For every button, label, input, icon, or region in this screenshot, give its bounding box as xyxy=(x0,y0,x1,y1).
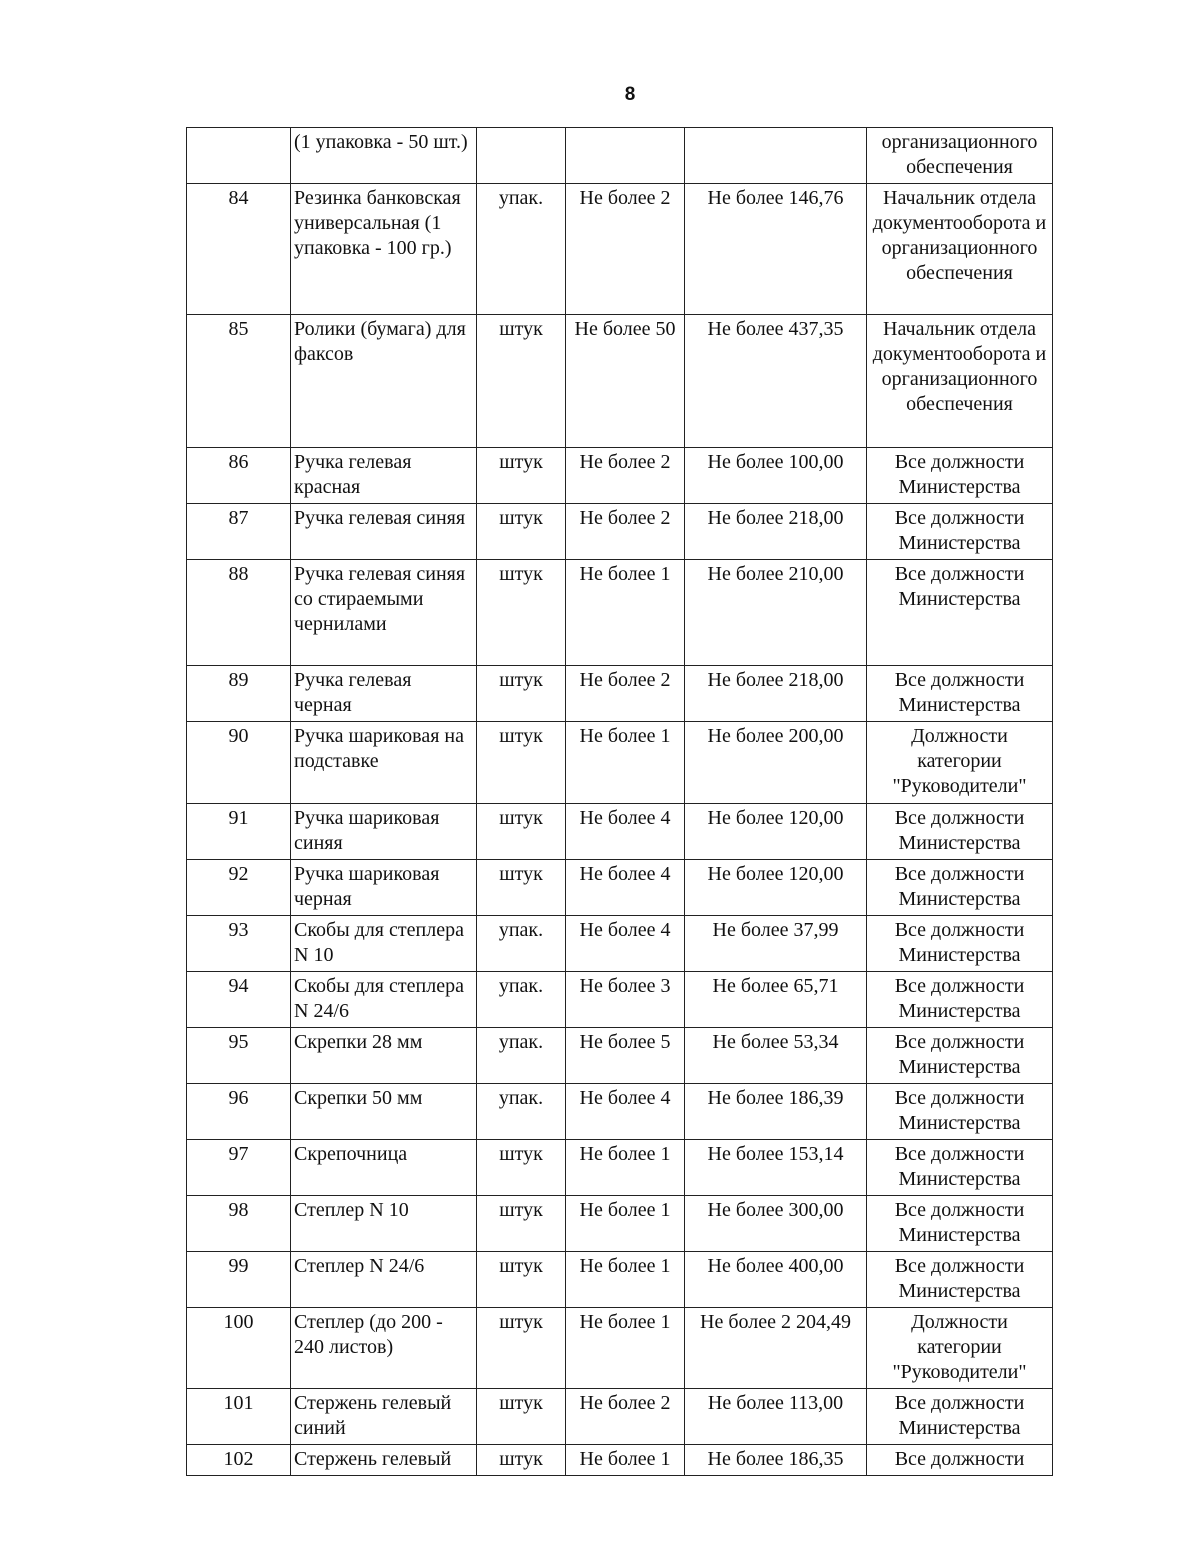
table-row xyxy=(187,184,1053,315)
table-row xyxy=(187,448,1053,504)
price: Не более 2 204,49 xyxy=(685,1308,867,1389)
position: Все должности Министерства xyxy=(867,804,1053,860)
table-row xyxy=(187,1028,1053,1084)
price: Не более 210,00 xyxy=(685,560,867,666)
table-row xyxy=(187,1196,1053,1252)
quantity: Не более 1 xyxy=(566,1308,685,1389)
position: Начальник отдела документооборота и организационного обеспечения xyxy=(867,184,1053,315)
position: Все должности Министерства xyxy=(867,1028,1053,1084)
table-row xyxy=(187,722,1053,804)
row-number: 95 xyxy=(187,1028,291,1084)
quantity: Не более 4 xyxy=(566,1084,685,1140)
item-name: Скобы для степлера N 24/6 xyxy=(291,972,477,1028)
quantity: Не более 2 xyxy=(566,448,685,504)
position: Все должности xyxy=(867,1445,1053,1476)
row-number xyxy=(187,128,291,184)
price: Не более 65,71 xyxy=(685,972,867,1028)
row-number: 100 xyxy=(187,1308,291,1389)
price: Не более 200,00 xyxy=(685,722,867,804)
price xyxy=(685,128,867,184)
unit: штук xyxy=(477,504,566,560)
table-row xyxy=(187,1252,1053,1308)
row-number: 84 xyxy=(187,184,291,315)
item-name: Скрепочница xyxy=(291,1140,477,1196)
row-number: 93 xyxy=(187,916,291,972)
quantity: Не более 4 xyxy=(566,804,685,860)
quantity: Не более 1 xyxy=(566,1445,685,1476)
table-row xyxy=(187,972,1053,1028)
position: Должности категории "Руководители" xyxy=(867,722,1053,804)
item-name: Ручка гелевая черная xyxy=(291,666,477,722)
quantity xyxy=(566,128,685,184)
row-number: 91 xyxy=(187,804,291,860)
item-name: Стержень гелевый xyxy=(291,1445,477,1476)
unit: штук xyxy=(477,1308,566,1389)
quantity: Не более 2 xyxy=(566,1389,685,1445)
table-row xyxy=(187,1140,1053,1196)
row-number: 90 xyxy=(187,722,291,804)
price: Не более 37,99 xyxy=(685,916,867,972)
position: Все должности Министерства xyxy=(867,860,1053,916)
item-name: Ручка шариковая черная xyxy=(291,860,477,916)
table-row xyxy=(187,504,1053,560)
position: Все должности Министерства xyxy=(867,1389,1053,1445)
quantity: Не более 2 xyxy=(566,666,685,722)
price: Не более 218,00 xyxy=(685,504,867,560)
table-row xyxy=(187,916,1053,972)
item-name: Ручка шариковая на подставке xyxy=(291,722,477,804)
unit: штук xyxy=(477,666,566,722)
price: Не более 218,00 xyxy=(685,666,867,722)
table-body xyxy=(187,128,1053,1476)
quantity: Не более 1 xyxy=(566,722,685,804)
row-number: 88 xyxy=(187,560,291,666)
item-name: Скрепки 28 мм xyxy=(291,1028,477,1084)
price: Не более 146,76 xyxy=(685,184,867,315)
position: Все должности Министерства xyxy=(867,1140,1053,1196)
page-number: 8 xyxy=(624,84,636,105)
position: Все должности Министерства xyxy=(867,972,1053,1028)
position: Все должности Министерства xyxy=(867,1084,1053,1140)
position: Все должности Министерства xyxy=(867,448,1053,504)
unit: штук xyxy=(477,1389,566,1445)
quantity: Не более 1 xyxy=(566,1252,685,1308)
quantity: Не более 2 xyxy=(566,504,685,560)
item-name: Ручка гелевая синяя со стираемыми чернилами xyxy=(291,560,477,666)
unit: штук xyxy=(477,560,566,666)
quantity: Не более 4 xyxy=(566,860,685,916)
unit: штук xyxy=(477,722,566,804)
position: организационного обеспечения xyxy=(867,128,1053,184)
table-row xyxy=(187,860,1053,916)
table-row xyxy=(187,804,1053,860)
table-row xyxy=(187,128,1053,184)
item-name: Степлер N 10 xyxy=(291,1196,477,1252)
row-number: 94 xyxy=(187,972,291,1028)
position: Все должности Министерства xyxy=(867,504,1053,560)
row-number: 97 xyxy=(187,1140,291,1196)
item-name: Степлер (до 200 - 240 листов) xyxy=(291,1308,477,1389)
price: Не более 120,00 xyxy=(685,860,867,916)
position: Начальник отдела документооборота и организационного обеспечения xyxy=(867,315,1053,448)
position: Все должности Министерства xyxy=(867,1196,1053,1252)
quantity: Не более 50 xyxy=(566,315,685,448)
unit xyxy=(477,128,566,184)
unit: упак. xyxy=(477,1084,566,1140)
item-name: Ручка шариковая синяя xyxy=(291,804,477,860)
price: Не более 437,35 xyxy=(685,315,867,448)
row-number: 98 xyxy=(187,1196,291,1252)
table-row xyxy=(187,1308,1053,1389)
quantity: Не более 3 xyxy=(566,972,685,1028)
item-name: Скобы для степлера N 10 xyxy=(291,916,477,972)
quantity: Не более 2 xyxy=(566,184,685,315)
unit: упак. xyxy=(477,184,566,315)
item-name: Резинка банковская универсальная (1 упаковка - 100 гр.) xyxy=(291,184,477,315)
position: Все должности Министерства xyxy=(867,1252,1053,1308)
table-row xyxy=(187,560,1053,666)
price: Не более 186,35 xyxy=(685,1445,867,1476)
row-number: 102 xyxy=(187,1445,291,1476)
unit: штук xyxy=(477,1140,566,1196)
item-name: Ручка гелевая красная xyxy=(291,448,477,504)
position: Должности категории "Руководители" xyxy=(867,1308,1053,1389)
position: Все должности Министерства xyxy=(867,916,1053,972)
row-number: 101 xyxy=(187,1389,291,1445)
price: Не более 400,00 xyxy=(685,1252,867,1308)
quantity: Не более 1 xyxy=(566,560,685,666)
unit: штук xyxy=(477,860,566,916)
unit: штук xyxy=(477,1252,566,1308)
price: Не более 300,00 xyxy=(685,1196,867,1252)
item-name: (1 упаковка - 50 шт.) xyxy=(291,128,477,184)
item-name: Стержень гелевый синий xyxy=(291,1389,477,1445)
row-number: 99 xyxy=(187,1252,291,1308)
table-row xyxy=(187,666,1053,722)
position: Все должности Министерства xyxy=(867,560,1053,666)
unit: упак. xyxy=(477,972,566,1028)
procurement-norms-table xyxy=(186,127,1053,1476)
unit: упак. xyxy=(477,916,566,972)
item-name: Ролики (бумага) для факсов xyxy=(291,315,477,448)
quantity: Не более 4 xyxy=(566,916,685,972)
quantity: Не более 5 xyxy=(566,1028,685,1084)
price: Не более 120,00 xyxy=(685,804,867,860)
unit: штук xyxy=(477,448,566,504)
unit: упак. xyxy=(477,1028,566,1084)
row-number: 92 xyxy=(187,860,291,916)
position: Все должности Министерства xyxy=(867,666,1053,722)
item-name: Степлер N 24/6 xyxy=(291,1252,477,1308)
quantity: Не более 1 xyxy=(566,1196,685,1252)
table-row xyxy=(187,1445,1053,1476)
row-number: 96 xyxy=(187,1084,291,1140)
table-row xyxy=(187,1084,1053,1140)
unit: штук xyxy=(477,315,566,448)
price: Не более 53,34 xyxy=(685,1028,867,1084)
item-name: Ручка гелевая синяя xyxy=(291,504,477,560)
price: Не более 153,14 xyxy=(685,1140,867,1196)
row-number: 85 xyxy=(187,315,291,448)
price: Не более 100,00 xyxy=(685,448,867,504)
price: Не более 113,00 xyxy=(685,1389,867,1445)
unit: штук xyxy=(477,804,566,860)
unit: штук xyxy=(477,1196,566,1252)
item-name: Скрепки 50 мм xyxy=(291,1084,477,1140)
unit: штук xyxy=(477,1445,566,1476)
row-number: 86 xyxy=(187,448,291,504)
row-number: 87 xyxy=(187,504,291,560)
table-row xyxy=(187,1389,1053,1445)
row-number: 89 xyxy=(187,666,291,722)
table-row xyxy=(187,315,1053,448)
price: Не более 186,39 xyxy=(685,1084,867,1140)
quantity: Не более 1 xyxy=(566,1140,685,1196)
